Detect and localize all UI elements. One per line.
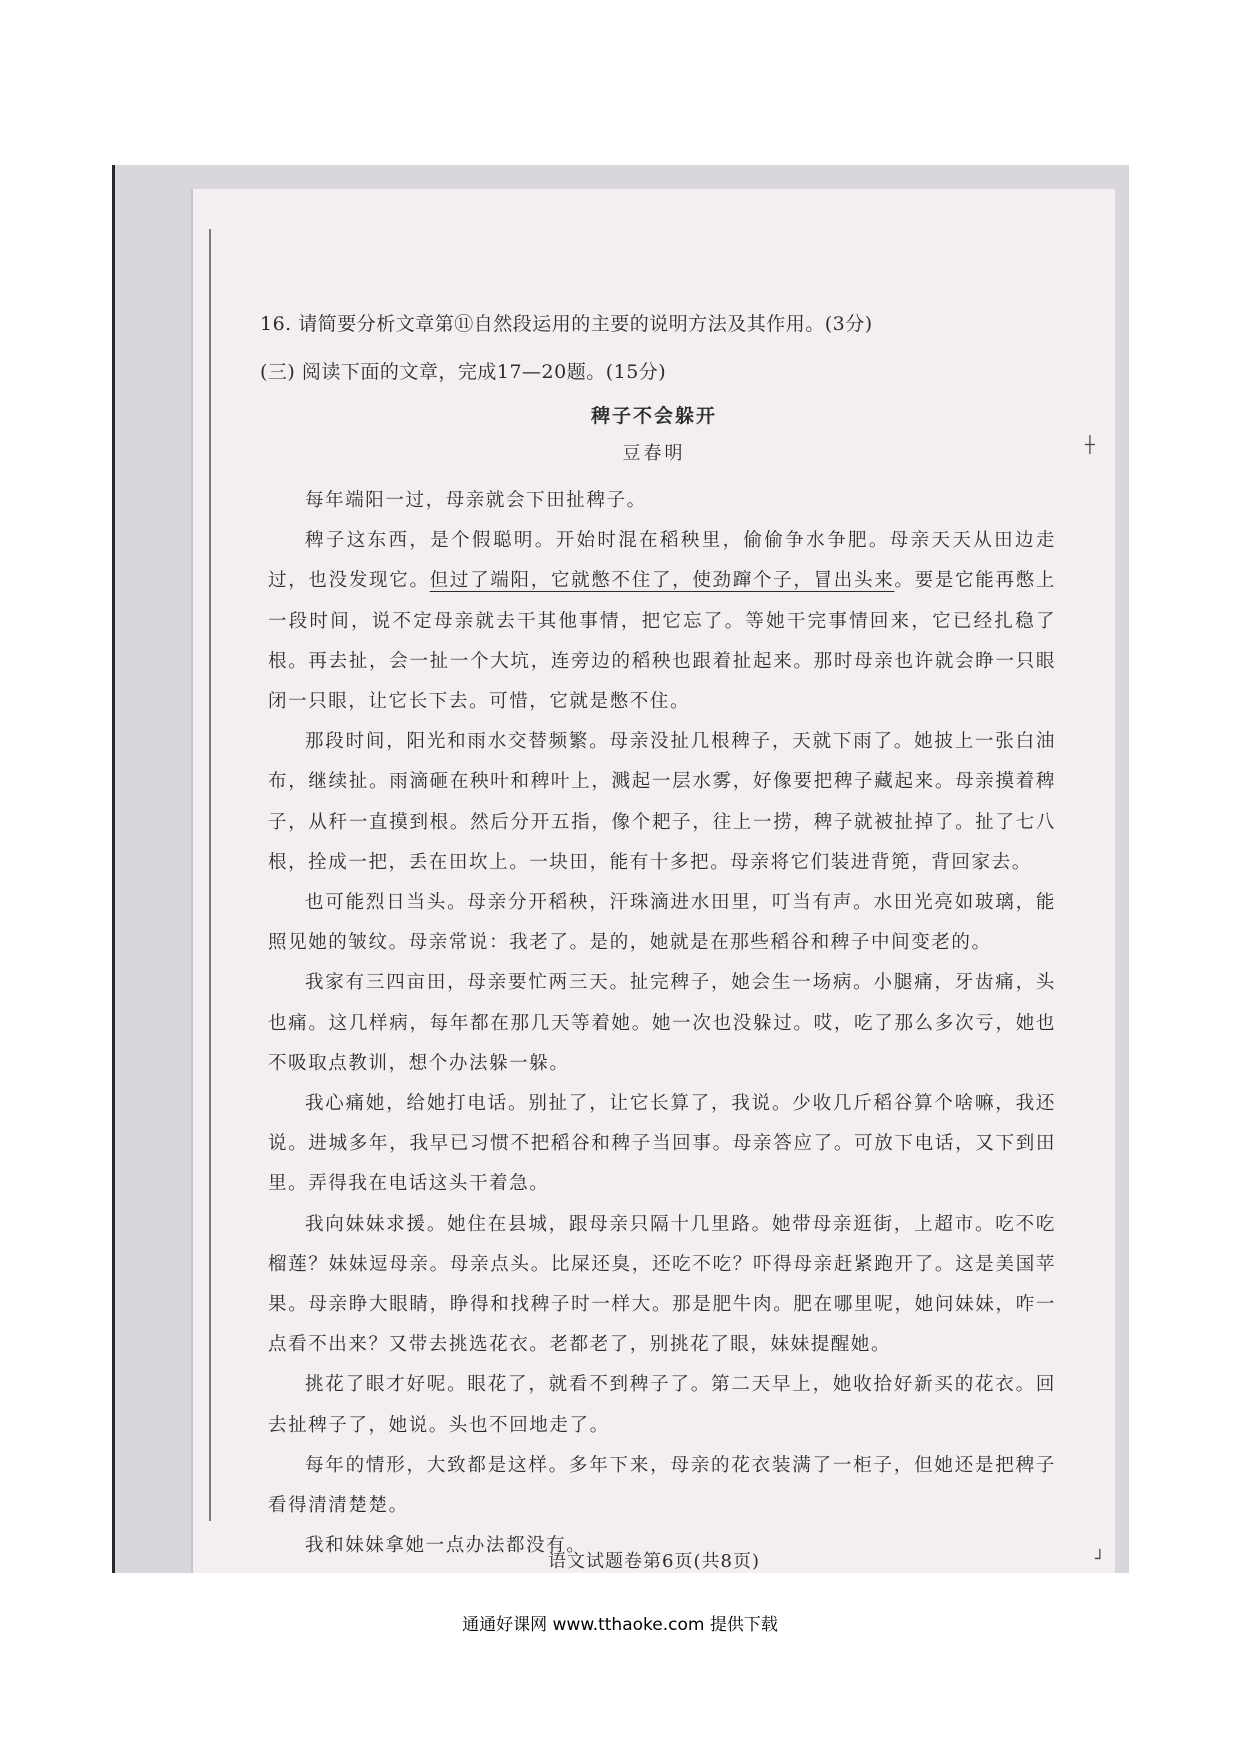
question-16: 16. 请简要分析文章第⑪自然段运用的主要的说明方法及其作用。(3分)	[260, 313, 873, 335]
paragraph-3: 那段时间，阳光和雨水交替频繁。母亲没扯几根稗子，天就下雨了。她披上一张白油布，继续扯。雨滴砸在秧叶和稗叶上，溅起一层水雾，好像要把稗子藏起来。母亲摸着稗子，从秆一直摸到根。然后分开五指，像个耙子，往上一捞，稗子就被扯掉了。扯了七八根，拴成一把，丢在田坎上。一块田，能有十多把。母亲将它们装进背篼，背回家去。	[268, 731, 1056, 873]
paragraph-2-before: 稗子这东西，是个假聪明。开始时混在稻秧里，偷偷争水争肥。母亲天天从田边走过，也没发现它。	[268, 530, 1056, 592]
paragraph-8: 挑花了眼才好呢。眼花了，就看不到稗子了。第二天早上，她收拾好新买的花衣。回去扯稗子了，她说。头也不回地走了。	[268, 1374, 1056, 1436]
underlined-sentence: 但过了端阳，它就憋不住了，使劲蹿个子，冒出头来	[429, 570, 895, 592]
paragraph-9: 每年的情形，大致都是这样。多年下来，母亲的花衣装满了一柜子，但她还是把稗子看得清清楚楚。	[268, 1454, 1056, 1517]
paragraph-7: 我向妹妹求援。她住在县城，跟母亲只隔十几里路。她带母亲逛街，上超市。吃不吃榴莲？妹妹逗母亲。母亲点头。比屎还臭，还吃不吃？吓得母亲赶紧跑开了。这是美国苹果。母亲睁大眼睛，睁得和找稗子时一样大。那是肥牛肉。肥在哪里呢，她问妹妹，咋一点看不出来？又带去挑选花衣。老都老了，别挑花了眼，妹妹提醒她。	[268, 1213, 1056, 1356]
article-body	[268, 481, 1056, 1566]
paragraph-2-after: 。要是它能再憋上一段时间，说不定母亲就去干其他事情，把它忘了。等她干完事情回来，它已经扎稳了根。再去扯，会一扯一个大坑，连旁边的稻秧也跟着扯起来。那时母亲也许就会睁一只眼闭一只眼，让它长下去。可惜，它就是憋不住。	[268, 570, 1056, 713]
paragraph-6: 我心痛她，给她打电话。别扯了，让它长算了，我说。少收几斤稻谷算个啥嘛，我还说。进城多年，我早已习惯不把稻谷和稗子当回事。母亲答应了。可放下电话，又下到田里。弄得我在电话这头干着急。	[268, 1093, 1056, 1195]
article-author: 豆春明	[622, 443, 686, 464]
paragraph-2	[268, 521, 1056, 722]
paragraph-1: 每年端阳一过，母亲就会下田扯稗子。	[305, 490, 647, 511]
page-number-footer: 语文试题卷第6页(共8页)	[548, 1551, 760, 1572]
paragraph-4: 也可能烈日当头。母亲分开稻秧，汗珠滴进水田里，叮当有声。水田光亮如玻璃，能照见她的皱纹。母亲常说：我老了。是的，她就是在那些稻谷和稗子中间变老的。	[268, 892, 1056, 954]
corner-mark: ┘	[1095, 1549, 1105, 1568]
section-3-instruction: (三) 阅读下面的文章，完成17—20题。(15分)	[260, 361, 667, 383]
crop-mark: ┼	[1085, 435, 1095, 454]
exam-content	[193, 189, 1115, 1573]
scanned-page-backdrop	[112, 165, 1129, 1573]
article-title: 稗子不会躲开	[590, 405, 717, 427]
download-credit: 通通好课网 www.tthaoke.com 提供下载	[462, 1615, 778, 1635]
paragraph-5: 我家有三四亩田，母亲要忙两三天。扯完稗子，她会生一场病。小腿痛，牙齿痛，头也痛。这几样病，每年都在那几天等着她。她一次也没躲过。哎，吃了那么多次亏，她也不吸取点教训，想个办法躲一躲。	[268, 972, 1056, 1074]
paragraph-10: 我和妹妹拿她一点办法都没有。	[305, 1535, 587, 1557]
exam-paper	[193, 189, 1115, 1573]
